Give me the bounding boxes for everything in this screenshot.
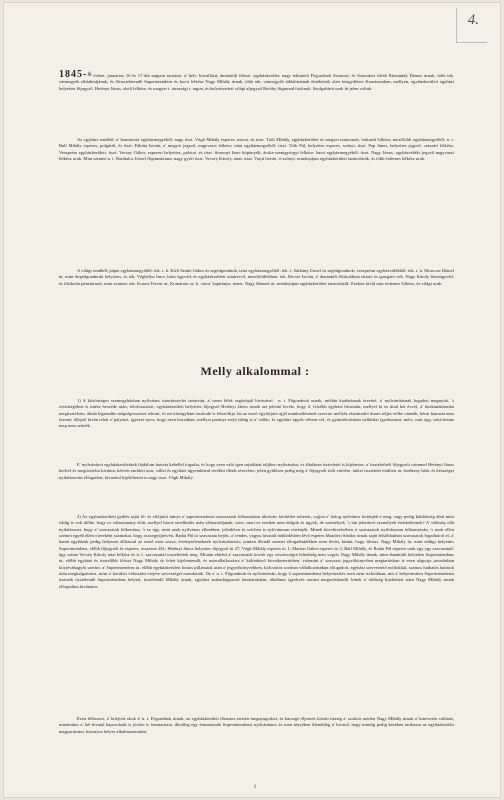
section-title: Melly alkalommal : xyxy=(200,364,310,378)
attendees-clergy xyxy=(59,137,454,162)
item-2 xyxy=(59,514,454,590)
item-2-continued xyxy=(59,716,454,735)
footer-number: 1 xyxy=(253,785,257,790)
item-paragraph: Ezen felhozott, a' kifejtett okok a' n. t. Főgondnok úrnak, az egyházkerületi főtanács tettsén megnyugodott, és harsogó éljenzés között ittmeg a' szokott módon Nagy Mihály úrnak a' kinevezés vallását, mindenkor a' két hivatal kapcsolatát is jövőre is fenntartotta, illetőleg egy fennmaradó Superintendenst nyilvánítani, és ezen tényében illendőleg a' hivatal, hogy mindig pedig kezében tarthassa az egyházkerület magyarázatot, bizonyos helyre alkalmazottatást. xyxy=(59,716,454,734)
year: 1845- xyxy=(59,69,88,80)
item-paragraph: 2) Az egyházkerületi gyűlés saját fő- és elöljárói irányt a' superintendensi szavazatok felbontására ültetvén, kérdésbe tettetett, vajjon e' dolog nyilvános történjék-e meg, vagy pedig küldöttség által mint eddig is volt ülőbe, hogy ez választmány elött, mellyel harcú emelkedés után választódjanak, szert, mert ez eredtén nem dolgok és ügyek, de személyek, 's tán jelenlevő személyek érdekeltetnek? A' többség ollá nyilatkozott, hogy a' szavazatok felbontása, 's ez ügy, mint azok nyílvános ellenében, jelenléten és szívben is nyilvánosan történjék. Minek következésében a' szavazatok nyilvánosan felbontatván, 's azok ellen szemei egyéb ellen csereként számokat, hogy összegyűjtetvén, Badai Pál úr szavazata bejött, a' rendes, vagyis hivatali működésben lévő esperes Matolesi Sándor úrnak saját felsőbbaiban szavazatok fogadtatott el, a' hanni egyházuk pedig helyesen állítassal az ezzel ezen szava, érvényteleneknek nyilvánittattott; szinten illendő szemet elfogadtattékben nem lévén, kitünt, hogy főtiszt. Nagy Mihály úr, mint eddigi helyettes Superintendens, előbb főjegyzői és esperes, összesen 261; Hetényi János helyettes főjegyző úr 27; Végh Mihály esperes úr 1; Marton Gábor esperes úr 3; Ball Mihály, és Badai Pál esperes urak egy egy szavazattal; úgy szinte Vecsey Károly tatai lelkész úr is 1. szavazattal tiszteltettek meg. Miután ekként a' szavazatok között egy vesztességre lehetőség nem vagyis Nagy Mihály úrnak, mint dunántúli helyettes Superintendens úr, előbb egyházi és tisztelőbb főtiszt Nagy Mihály úr felett kijelentendő, és másodlatkozásra a' különböző következtetésben, valamint a' szavazat jegyzőkönyvben megtartásban is ezen alapotja javaslatban közjóváhagyás szerint: a' Superintendens úr, előbb egyházkerületi fontos pillanatok után a' jegyzőkönyvekben, kölcsönös sorsban vállalkozásában elfogadott, egyházi szerveztető módokkal, számos hathatós hatások után meghalgattatva, mint a' kerületi választási erejére szívességet mondották. De a' n. t. Főgondnok úr nyilvánítván, hogy ő superintendensi helyettesítés ezen nem ischolában, mit a' helyettesített Superintendensi tisztnek tisztelendő Superintendens helyett, tisztelendő Mihály úrnak, egyházi szabadságszerű fenntartásban, általános igyekvés szerint megerősítendő, kinek a' többség kijelentett iránt Nagy Mihály úrnak elfogadása kívánatos. xyxy=(59,514,454,589)
item-1-continued xyxy=(59,462,454,481)
item-1 xyxy=(59,398,454,430)
item-paragraph: 1) A közönséges szentegyházban nyilvános istenitisztelet tartatván, a' szent lélek segítségül hívásával · n. t. Főgondnok urnak, méltán kiadatásnak érzettel, a' nyilvánításnak fogadott megnyitó, 's rövidségében is intése beszéde után, felolvastatott, egyházkerületi helyettes főjegyző Hetényi János úrnak azt jelentő levele, hogy ő, felsőbb egyházi hivatalár, mellyel ki ez úttal két évvel, a' közkundalomba megtisztelvén, általa legrendbe mégségösszeset tekinti, és ezt közegyházi tavalodé is felszólítja, hú az ezzel egyiittjáró ajjél munkaölésének szervire mellyik elszámoltó dunes teljes erőbe vánnák, kérni hatrasát nem érzené; tőlepöl kíván tehát e' palyázó, igyezet nyva, hogy ezen bucsúban, mellyei parányi erejű eddig is a' vallás, és egyházi ügyek véhem-vel, és gyümölcsöshan vallásilai igyekszanit, mért, csak úgy, sohá benne meg nem szúnék. xyxy=(59,398,454,429)
attendees-lay xyxy=(59,268,454,287)
attendees-paragraph: A világi rendből; pápai egyházmegyéből: tek. t. b. Kiril Szabó Gábor úr segédgondnok; tatai egyházmegyéből: tek. t. Sárkány József úr segédgondnok; veszprémi egyházvidékből: tek. t. b. Morocza Dániel úr, mint Segédgondnoki helyettes, és tek. Végheliss Imre, hites ügyvéd, és egyházkerületi számvevő; mezőföldiekben: tek. Becser István, a' dunántúli főiskolában oktató és igazgató; tek. Nagy Károly hitesügyvéd, és főiskolai pénztárnok; mint szinten: tek. Kosair Ferenc úr, Komárom sz. k. város' kapitánya, nemz. Nagy Sámuel úr, mindnyájan egyházkerületi tanácsbírák. Ezeken kívül más érdemes lelkész, és világi urak. xyxy=(59,268,454,286)
attendees-paragraph: Az egyházi rendből: a' homáromi egyházmegyéből: nagy tiszt. Végh Mihály esperes, mocsi, és tiszt. Tóth Mihály, egyházkerületi és megyei tanácsnok, farkasdi lelkész; mezőföldi egyházmegyéből: n. t. Ball Mihály esperes, polgárdi, és tiszt. Fábián István, a' megyei jegyző, nagyvazsi lelkész; tatai egyházmegyéből: tiszt. Tóth Pál, helyettes esperes, szőnyi, tiszt. Pap János, helyettes jegyző, császári lelkész; Veszprém egyházkerületi: tiszt. Vecsey Gábor, esperesi helyettes, palotai, és tiszt. Simonyi Imre köpönyéli, ácska-szentgyörgyi lelkész; barsi egyházmegyéből: tiszt. Nagy János, egyházvidéki jegyző nagyvazsi lelkész urak. Mint szinten n. t. Barthalos József főgimnázium, nagy győri tiszt. Vecsey Károly, tatai; tiszt. Varjú István, ó-szőnyi; mindnyájan egyházkerületi tanácsbírák, és több érdemes lelkész urak. xyxy=(59,137,454,162)
opening-text: évben, januarius 16 és 17-dik napjain tartatott, a' helv. hitvallású, dunántúli főtiszt. egyházkerület, nagy tekintetű Főgondnok Szomori, és Somodori idősb Pázmándy Dienes úrnak, több tek. vármegyék táblabírájának, és főtiszteletendő Superintendens és kocsi lelkész Nagy Mihály úrnak, több tek. vármegyék táblabíráinak elnökletök alatt közgyűlései Komáromban, mellyen, egyházkerületi egyházi helyettes főjegyző, Hetényi János, ekeli lelkész, és magyar t. társasági r. tagon, és helyettesített világi aljegyző Beöthy Sigmond titoknok. Szolgabírói urak itt jelen voltak: xyxy=(59,73,454,91)
page-number: 4. xyxy=(467,12,479,28)
year-suffix: ik xyxy=(87,72,92,78)
item-paragraph: E' nyilvánított egyházkerületünk fájdalom hatotta kebellel fogadta, és hogy ezen való igen sajnálatát teljtheo nyilvánítsa, és általános tiszteletét is kijelentse, a' tiszteletbeli főjegyzői czímmel Hetényi János kedvel és megtisztelni kívánta; kérvén említett urat, vállai és egyházi ügyeinkhenl tevékbi illenk részvétre; jelen gyűlésen pedig még a' főjegyzői tollt vitelére, miket tisztelnér említett úr, érzékeny hála, és készséget nyilatkozván elfogadott, hivatalul kijelöltetett is nagy tiszt. Végh Mihály. xyxy=(59,462,454,480)
opening-paragraph xyxy=(59,69,454,92)
document-page xyxy=(3,2,501,798)
